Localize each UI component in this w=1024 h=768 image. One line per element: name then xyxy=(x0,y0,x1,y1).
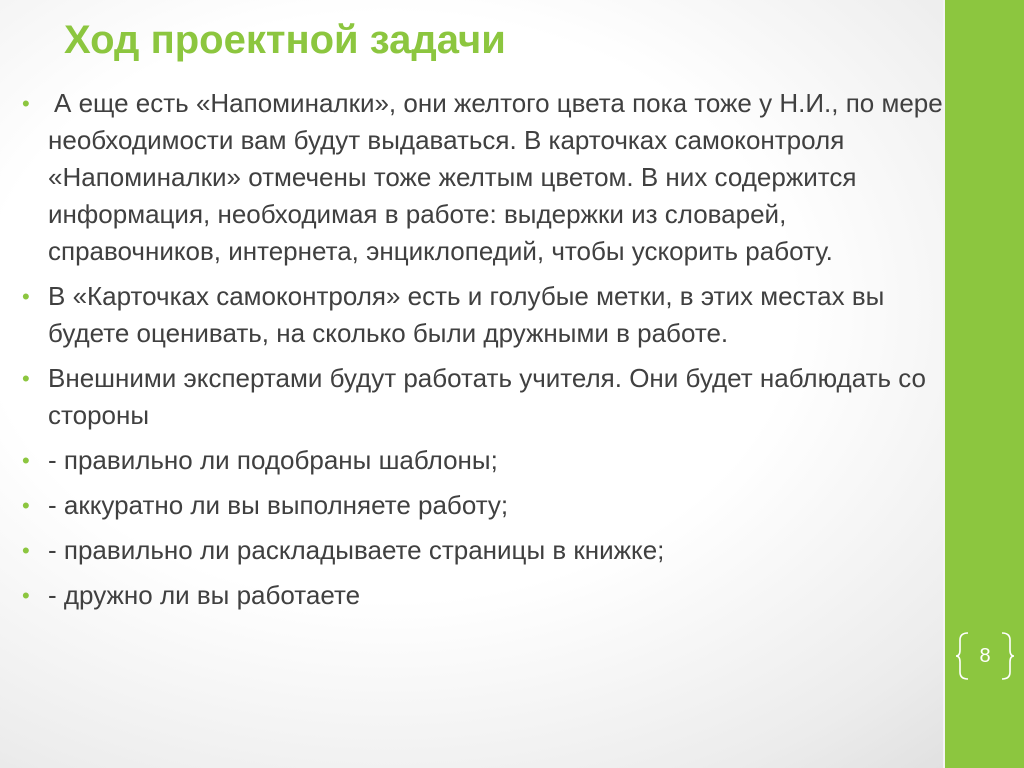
slide-title: Ход проектной задачи xyxy=(64,18,506,62)
bullet-icon: • xyxy=(22,538,30,563)
list-item-text: А еще есть «Напоминалки», они желтого цвета пока тоже у Н.И., по мере необходимости вам будут выдаваться. В карточках самоконтроля «Напоминалки» отмечены тоже желтым цветом. В них содержится информация, необходимая в работе: выдержки из словарей, справочников, интернета, энциклопедий, чтобы ускорить работу. xyxy=(48,88,943,266)
list-item-text: В «Карточках самоконтроля» есть и голубые метки, в этих местах вы будете оценивать, на сколько были дружными в работе. xyxy=(48,281,885,348)
list-item xyxy=(22,532,957,569)
list-item-text: - правильно ли подобраны шаблоны; xyxy=(48,445,498,475)
list-item-text: - дружно ли вы работаете xyxy=(48,580,361,610)
list-item xyxy=(22,487,957,524)
bullet-icon: • xyxy=(22,493,30,518)
page-number: 8 xyxy=(979,645,991,667)
bullet-list xyxy=(22,85,957,622)
page-number-badge xyxy=(956,631,1014,681)
list-item-text: - аккуратно ли вы выполняете работу; xyxy=(48,490,509,520)
list-item-text: - правильно ли раскладываете страницы в книжке; xyxy=(48,535,665,565)
bullet-icon: • xyxy=(22,366,30,391)
list-item xyxy=(22,85,957,270)
list-item xyxy=(22,360,957,434)
bullet-icon: • xyxy=(22,583,30,608)
bullet-icon: • xyxy=(22,448,30,473)
list-item xyxy=(22,278,957,352)
bullet-icon: • xyxy=(22,284,30,309)
list-item xyxy=(22,577,957,614)
bullet-icon: • xyxy=(22,91,30,116)
list-item xyxy=(22,442,957,479)
list-item-text: Внешними экспертами будут работать учителя. Они будет наблюдать со стороны xyxy=(48,363,927,430)
